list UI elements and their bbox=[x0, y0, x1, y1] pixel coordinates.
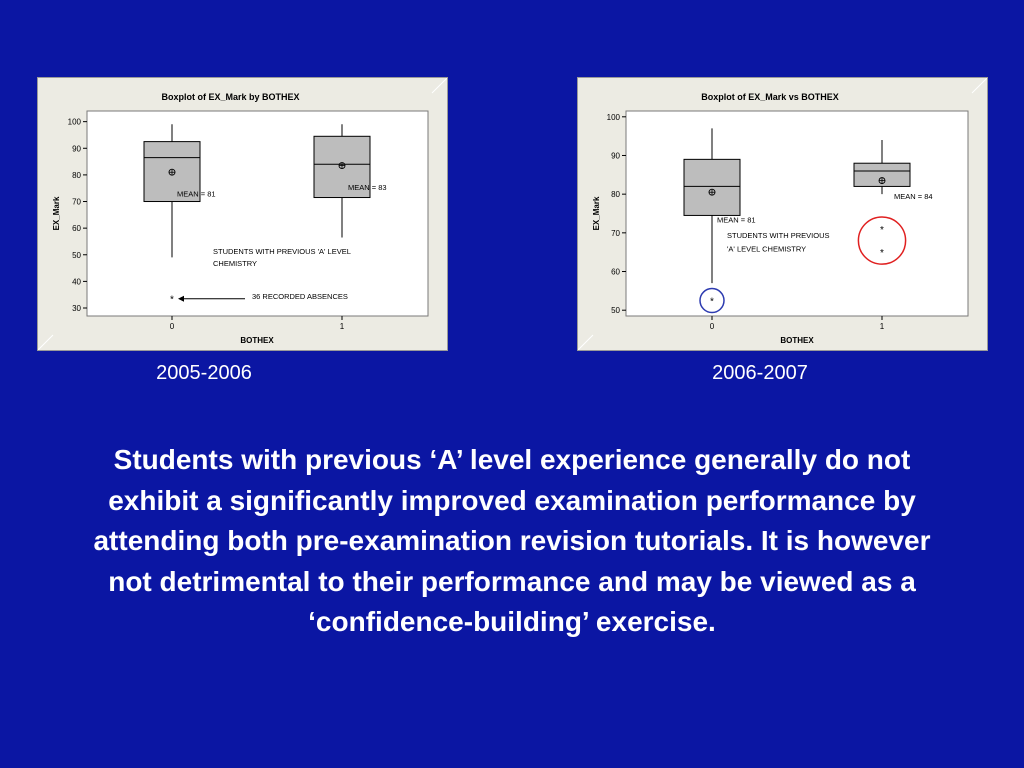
boxplot-svg-right bbox=[578, 78, 987, 350]
y-tick-label: 100 bbox=[606, 112, 620, 122]
y-axis-label: EX_Mark bbox=[592, 196, 601, 231]
annotation-text: STUDENTS WITH PREVIOUS bbox=[727, 230, 830, 240]
annotation-text: MEAN = 81 bbox=[177, 189, 216, 199]
x-tick-label: 1 bbox=[339, 322, 345, 331]
frame-corner-line bbox=[578, 335, 593, 350]
chart-title: Boxplot of EX_Mark by BOTHEX bbox=[161, 92, 300, 102]
annotation-text: CHEMISTRY bbox=[213, 258, 258, 268]
y-tick-label: 70 bbox=[72, 197, 81, 207]
outlier-point: * bbox=[710, 296, 714, 308]
annotation-text: MEAN = 83 bbox=[348, 182, 387, 192]
outlier-point: * bbox=[170, 294, 174, 306]
annotation-text: MEAN = 84 bbox=[894, 192, 933, 202]
y-tick-label: 30 bbox=[72, 304, 81, 314]
y-tick-label: 80 bbox=[611, 190, 620, 200]
boxplot-chart-2005-2006 bbox=[37, 77, 448, 351]
outlier-point: * bbox=[880, 248, 884, 260]
boxplot-chart-2006-2007 bbox=[577, 77, 988, 351]
frame-corner-line bbox=[432, 78, 447, 93]
y-tick-label: 80 bbox=[72, 170, 81, 180]
y-tick-label: 90 bbox=[611, 151, 620, 161]
box-iqr bbox=[684, 159, 740, 215]
outlier-point: * bbox=[880, 224, 884, 236]
y-tick-label: 50 bbox=[72, 250, 81, 260]
y-tick-label: 40 bbox=[72, 277, 81, 287]
annotation-text: MEAN = 81 bbox=[717, 215, 756, 225]
year-label-right: 2006-2007 bbox=[712, 362, 808, 384]
annotation-text: STUDENTS WITH PREVIOUS 'A' LEVEL bbox=[213, 246, 351, 256]
y-tick-label: 60 bbox=[611, 267, 620, 277]
x-tick-label: 1 bbox=[879, 322, 885, 331]
plot-area bbox=[87, 111, 428, 316]
plot-area bbox=[626, 111, 968, 316]
y-tick-label: 100 bbox=[67, 117, 81, 127]
y-tick-label: 90 bbox=[72, 144, 81, 154]
frame-corner-line bbox=[972, 78, 987, 93]
x-axis-label: BOTHEX bbox=[240, 336, 274, 345]
annotation-text: 'A' LEVEL CHEMISTRY bbox=[727, 244, 807, 254]
annotation-text: 36 RECORDED ABSENCES bbox=[252, 292, 348, 302]
y-tick-label: 50 bbox=[611, 306, 620, 316]
chart-title: Boxplot of EX_Mark vs BOTHEX bbox=[701, 92, 839, 102]
conclusion-caption: Students with previous ‘A’ level experience generally do not exhibit a significantly improved examination performance by attending both pre-examination revision tutorials. It is however not detrimental to their performance and may be viewed as a ‘confidence-building’ exercise. bbox=[93, 444, 931, 637]
x-tick-label: 0 bbox=[169, 322, 175, 331]
boxplot-svg-left bbox=[38, 78, 447, 350]
x-axis-label: BOTHEX bbox=[780, 336, 814, 345]
y-tick-label: 60 bbox=[72, 224, 81, 234]
y-axis-label: EX_Mark bbox=[52, 196, 61, 231]
year-label-left: 2005-2006 bbox=[156, 362, 252, 384]
y-tick-label: 70 bbox=[611, 228, 620, 238]
x-tick-label: 0 bbox=[709, 322, 715, 331]
frame-corner-line bbox=[38, 335, 53, 350]
